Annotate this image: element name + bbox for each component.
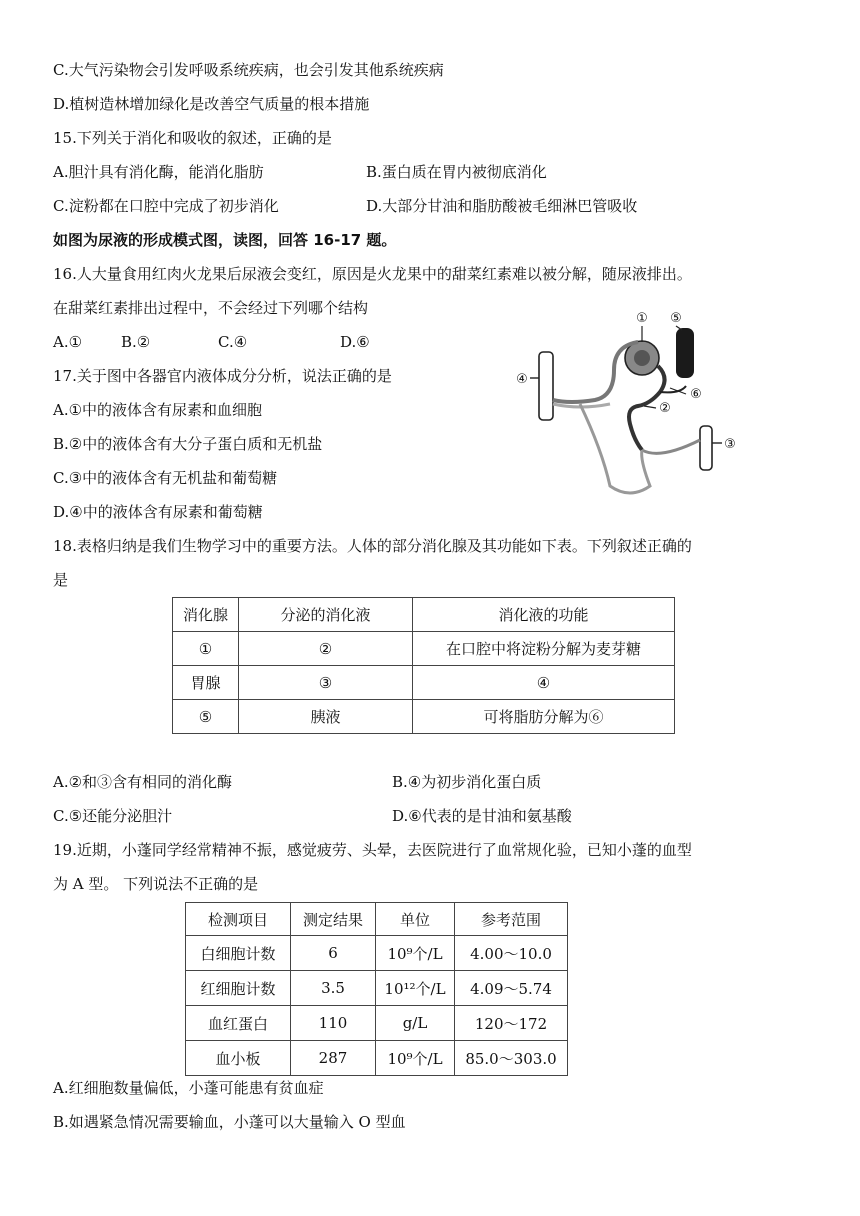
q18-option-a: A.②和③含有相同的消化酶 bbox=[53, 773, 233, 791]
table-row bbox=[173, 666, 675, 700]
table-row bbox=[173, 700, 675, 734]
table-row bbox=[186, 1006, 568, 1041]
table-cell: 胰液 bbox=[239, 700, 413, 734]
vessel-5 bbox=[676, 328, 694, 378]
q15-option-d: D.大部分甘油和脂肪酸被毛细淋巴管吸收 bbox=[366, 197, 638, 215]
table-header: 单位 bbox=[376, 903, 455, 936]
q19-stem-line1: 19.近期，小蓬同学经常精神不振，感觉疲劳、头晕，去医院进行了血常规化验，已知小蓬的血型 bbox=[53, 841, 692, 859]
table-cell: 4.00～10.0 bbox=[455, 936, 568, 971]
table-cell: 血红蛋白 bbox=[186, 1006, 291, 1041]
table-header-row bbox=[173, 598, 675, 632]
q16-option-d: D.⑥ bbox=[340, 333, 370, 351]
table-cell: 白细胞计数 bbox=[186, 936, 291, 971]
table-row bbox=[173, 632, 675, 666]
digestive-gland-table bbox=[172, 597, 675, 734]
label-4: ④ bbox=[516, 372, 528, 387]
table-cell: ② bbox=[239, 632, 413, 666]
table-header: 测定结果 bbox=[291, 903, 376, 936]
table-cell: ① bbox=[173, 632, 239, 666]
q15-option-a: A.胆汁具有消化酶，能消化脂肪 bbox=[53, 163, 264, 181]
q17-option-d: D.④中的液体含有尿素和葡萄糖 bbox=[53, 503, 263, 521]
table-row bbox=[186, 971, 568, 1006]
table-row bbox=[186, 1041, 568, 1076]
q17-option-c: C.③中的液体含有无机盐和葡萄糖 bbox=[53, 469, 278, 487]
q16-option-a: A.① bbox=[53, 333, 83, 351]
q18-option-b: B.④为初步消化蛋白质 bbox=[392, 773, 542, 791]
table-header: 消化液的功能 bbox=[413, 598, 675, 632]
label-3: ③ bbox=[724, 437, 736, 452]
q18-stem-line2: 是 bbox=[53, 571, 69, 589]
table-header: 参考范围 bbox=[455, 903, 568, 936]
q18-option-c: C.⑤还能分泌胆汁 bbox=[53, 807, 173, 825]
vessel-3 bbox=[700, 426, 712, 470]
table-cell: 胃腺 bbox=[173, 666, 239, 700]
q19-stem-line2: 为 A 型。 下列说法不正确的是 bbox=[53, 875, 259, 893]
table-cell: 可将脂肪分解为⑥ bbox=[413, 700, 675, 734]
table-cell: 10⁹个/L bbox=[376, 1041, 455, 1076]
table-header: 检测项目 bbox=[186, 903, 291, 936]
q18-option-d: D.⑥代表的是甘油和氨基酸 bbox=[392, 807, 572, 825]
q15-option-b: B.蛋白质在胃内被彻底消化 bbox=[366, 163, 547, 181]
table-cell: 红细胞计数 bbox=[186, 971, 291, 1006]
table-cell: g/L bbox=[376, 1006, 455, 1041]
q19-option-b: B.如遇紧急情况需要输血，小蓬可以大量输入 O 型血 bbox=[53, 1113, 406, 1131]
q16-stem-line2: 在甜菜红素排出过程中，不会经过下列哪个结构 bbox=[53, 299, 369, 317]
vessel-4 bbox=[539, 352, 553, 420]
table-cell: ③ bbox=[239, 666, 413, 700]
nephron-diagram bbox=[510, 300, 750, 500]
q15-stem: 15.下列关于消化和吸收的叙述，正确的是 bbox=[53, 129, 332, 147]
label-5: ⑤ bbox=[670, 311, 682, 326]
q18-stem-line1: 18.表格归纳是我们生物学习中的重要方法。人体的部分消化腺及其功能如下表。下列叙述正确的 bbox=[53, 537, 692, 555]
q17-option-b: B.②中的液体含有大分子蛋白质和无机盐 bbox=[53, 435, 323, 453]
table-cell: 10¹²个/L bbox=[376, 971, 455, 1006]
q16-stem-line1: 16.人大量食用红肉火龙果后尿液会变红，原因是火龙果中的甜菜红素难以被分解，随尿液排出。 bbox=[53, 265, 692, 283]
blood-test-table bbox=[185, 902, 568, 1076]
table-header: 消化腺 bbox=[173, 598, 239, 632]
table-cell: 4.09～5.74 bbox=[455, 971, 568, 1006]
table-cell: 血小板 bbox=[186, 1041, 291, 1076]
table-cell: 在口腔中将淀粉分解为麦芽糖 bbox=[413, 632, 675, 666]
table-cell: 6 bbox=[291, 936, 376, 971]
section-intro: 如图为尿液的形成模式图，读图，回答 16-17 题。 bbox=[53, 231, 397, 249]
table-row bbox=[186, 936, 568, 971]
table-cell: ④ bbox=[413, 666, 675, 700]
q17-option-a: A.①中的液体含有尿素和血细胞 bbox=[53, 401, 263, 419]
q16-option-c: C.④ bbox=[218, 333, 248, 351]
label-6: ⑥ bbox=[690, 387, 702, 402]
table-cell: 10⁹个/L bbox=[376, 936, 455, 971]
q14-option-d: D.植树造林增加绿化是改善空气质量的根本措施 bbox=[53, 95, 370, 113]
table-cell: 110 bbox=[291, 1006, 376, 1041]
q17-stem: 17.关于图中各器官内液体成分分析，说法正确的是 bbox=[53, 367, 392, 385]
q14-option-c: C.大气污染物会引发呼吸系统疾病，也会引发其他系统疾病 bbox=[53, 61, 444, 79]
table-cell: 120～172 bbox=[455, 1006, 568, 1041]
q16-option-b: B.② bbox=[121, 333, 151, 351]
table-cell: 287 bbox=[291, 1041, 376, 1076]
table-cell: ⑤ bbox=[173, 700, 239, 734]
label-2: ② bbox=[659, 401, 671, 416]
table-header-row bbox=[186, 903, 568, 936]
table-cell: 3.5 bbox=[291, 971, 376, 1006]
table-header: 分泌的消化液 bbox=[239, 598, 413, 632]
table-cell: 85.0～303.0 bbox=[455, 1041, 568, 1076]
q15-option-c: C.淀粉都在口腔中完成了初步消化 bbox=[53, 197, 279, 215]
q19-option-a: A.红细胞数量偏低，小蓬可能患有贫血症 bbox=[53, 1079, 324, 1097]
label-1: ① bbox=[636, 311, 648, 326]
